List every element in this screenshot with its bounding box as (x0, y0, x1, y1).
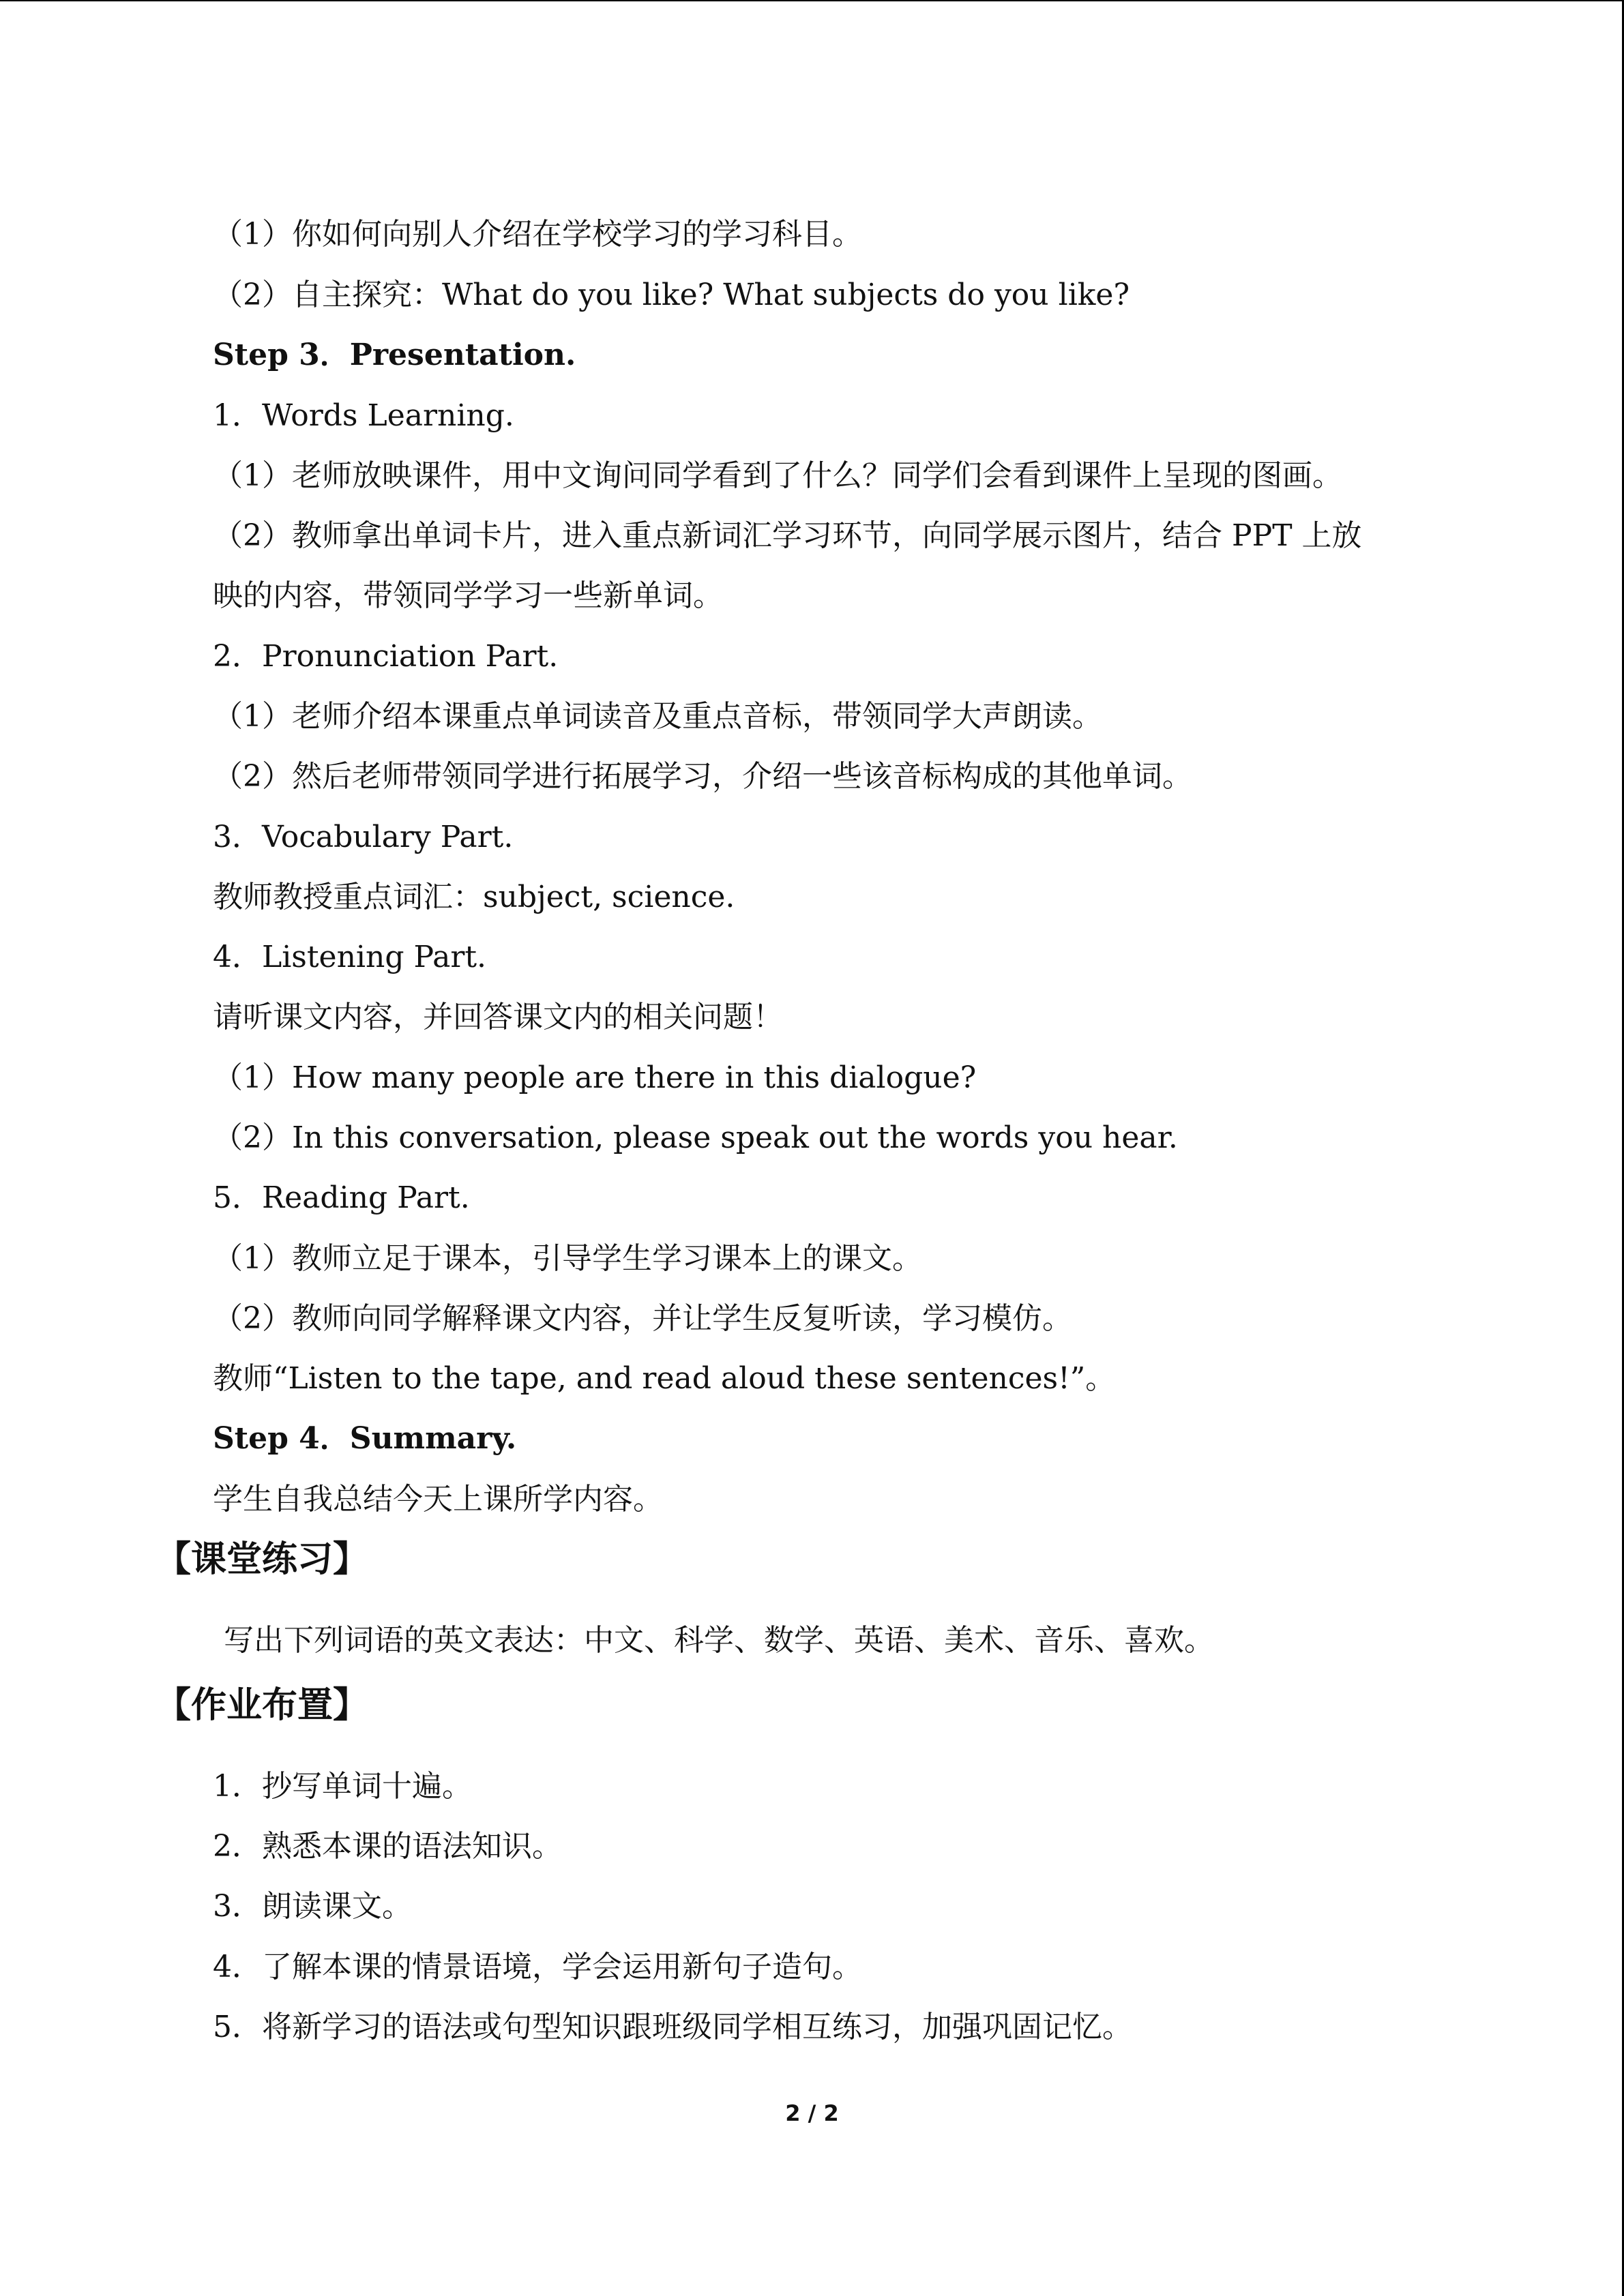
line-listening-q1: （1）How many people are there in this dialogue? (213, 1060, 977, 1095)
line-pronunciation-1: （1）老师介绍本课重点单词读音及重点音标，带领同学大声朗读。 (213, 699, 1102, 734)
line-word-cards-cont: 映的内容，带领同学学习一些新单词。 (213, 578, 723, 613)
line-reading-1: （1）教师立足于课本，引导学生学习课本上的课文。 (213, 1241, 922, 1276)
line-listening-q2: （2）In this conversation, please speak out the words you hear. (213, 1120, 1178, 1155)
homework-item-1: 1．抄写单词十遍。 (213, 1769, 472, 1804)
line-listening: 4．Listening Part. (213, 940, 487, 974)
line-vocabulary-words: 教师教授重点词汇：subject, science. (213, 880, 735, 914)
step4-heading: Step 4．Summary. (213, 1421, 517, 1456)
practice-text: 写出下列词语的英文表达：中文、科学、数学、英语、美术、音乐、喜欢。 (224, 1623, 1214, 1658)
line-pronunciation-2: （2）然后老师带领同学进行拓展学习，介绍一些该音标构成的其他单词。 (213, 759, 1192, 794)
line-courseware: （1）老师放映课件，用中文询问同学看到了什么？同学们会看到课件上呈现的图画。 (213, 458, 1342, 493)
practice-heading: 【课堂练习】 (156, 1539, 369, 1580)
line-vocabulary: 3．Vocabulary Part. (213, 820, 514, 854)
line-listening-instruction: 请听课文内容，并回答课文内的相关问题！ (213, 1000, 783, 1034)
homework-item-2: 2．熟悉本课的语法知识。 (213, 1829, 562, 1864)
line-pronunciation: 2．Pronunciation Part. (213, 639, 559, 674)
homework-item-3: 3．朗读课文。 (213, 1889, 412, 1924)
line-word-cards: （2）教师拿出单词卡片，进入重点新词汇学习环节，向同学展示图片，结合 PPT 上放 (213, 518, 1362, 553)
line-reading: 5．Reading Part. (213, 1180, 470, 1215)
page-number: 2 / 2 (785, 2100, 839, 2126)
line-reading-2: （2）教师向同学解释课文内容，并让学生反复听读，学习模仿。 (213, 1301, 1072, 1336)
step3-heading: Step 3．Presentation. (213, 338, 576, 372)
line-words-learning: 1．Words Learning. (213, 398, 514, 433)
homework-item-4: 4．了解本课的情景语境，学会运用新句子造句。 (213, 1950, 862, 1984)
line-intro-subjects: （1）你如何向别人介绍在学校学习的学习科目。 (213, 217, 862, 252)
page-top-border (0, 0, 1624, 1)
line-self-explore: （2）自主探究：What do you like? What subjects do you like? (213, 278, 1130, 312)
homework-item-5: 5．将新学习的语法或句型知识跟班级同学相互练习，加强巩固记忆。 (213, 2010, 1132, 2044)
line-summary: 学生自我总结今天上课所学内容。 (213, 1482, 663, 1517)
line-reading-tape: 教师“Listen to the tape, and read aloud these sentences!”。 (213, 1361, 1116, 1396)
homework-heading: 【作业布置】 (156, 1685, 369, 1726)
